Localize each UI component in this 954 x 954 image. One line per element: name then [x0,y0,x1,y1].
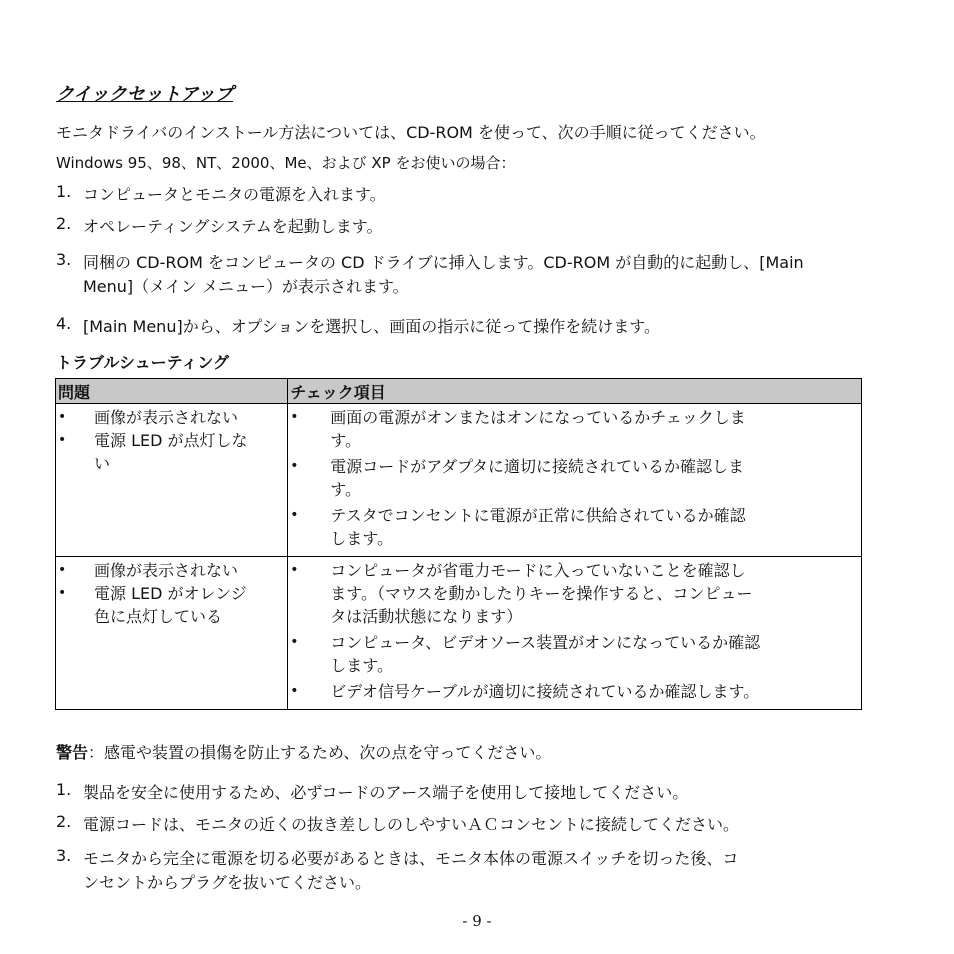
list-item [288,406,861,452]
check-cell [288,557,862,710]
check-list [288,559,861,703]
column-header-problem: 問題 [56,379,288,404]
setup-step-text: コンピュータとモニタの電源を入れます。 [83,185,386,204]
problem-list [56,559,287,628]
list-item [288,631,861,677]
warning-step-number: 3. [56,846,72,865]
problem-cell [56,404,288,557]
bullet-icon: • [58,562,67,578]
table-header-row [56,379,862,404]
list-item [56,406,287,429]
check-text: します。 [330,656,393,675]
problem-text: い [94,454,111,473]
check-text: します。 [330,529,393,548]
warning-step-text: モニタから完全に電源を切る必要があるときは、モニタ本体の電源スイッチを切った後、コ [83,849,739,868]
problem-text: 画像が表示されない [94,408,239,427]
check-text: 電源コードがアダプタに適切に接続されているか確認しま [330,457,745,476]
warning-label: 警告 [56,743,89,762]
bullet-icon: • [290,634,299,650]
setup-step-text: オペレーティングシステムを起動します。 [83,217,383,236]
check-text: ます。（マウスを動かしたりキーを操作すると、コンピュー [330,584,753,603]
warning-step-text: 電源コードは、モニタの近くの抜き差ししのしやすいＡＣコンセントに接続してください。 [83,815,740,834]
setup-step-text: [Main Menu]から、オプションを選択し、画面の指示に従って操作を続けます。 [83,317,660,336]
warning-step-number: 2. [56,812,72,831]
problem-list [56,406,287,475]
intro-text: モニタドライバのインストール方法については、CD-ROM を使って、次の手順に従ってください。 [56,123,766,142]
warning-step-text: ンセントからプラグを抜いてください。 [83,873,372,892]
warning-step-number: 1. [56,780,72,799]
bullet-icon: • [58,432,67,448]
check-list [288,406,861,550]
list-item [56,559,287,582]
check-text: す。 [330,480,361,499]
list-item [288,504,861,550]
table-row [56,404,862,557]
check-text: コンピュータ、ビデオソース装置がオンになっているか確認 [330,633,761,652]
setup-step-text: Menu]（メイン メニュー）が表示されます。 [83,277,409,296]
setup-step-number: 4. [56,314,72,333]
problem-cell [56,557,288,710]
bullet-icon: • [58,585,67,601]
troubleshooting-heading: トラブルシューティング [56,353,230,372]
setup-step-number: 2. [56,214,72,233]
problem-text: 電源 LED が点灯しな [94,431,248,450]
bullet-icon: • [290,507,299,523]
bullet-icon: • [290,683,299,699]
list-item [288,455,861,501]
table-row [56,557,862,710]
check-cell [288,404,862,557]
problem-text: 色に点灯している [94,607,223,626]
problem-text: 画像が表示されない [94,561,239,580]
column-header-check: チェック項目 [288,379,862,404]
page-title: クイックセットアップ [56,84,233,105]
check-text: テスタでコンセントに電源が正常に供給されているか確認 [330,506,746,525]
bullet-icon: • [290,409,299,425]
list-item [56,582,287,628]
os-line: Windows 95、98、NT、2000、Me、および XP をお使いの場合： [56,154,516,172]
list-item [288,559,861,628]
troubleshooting-table [55,378,862,710]
bullet-icon: • [290,458,299,474]
check-text: ビデオ信号ケーブルが適切に接続されているか確認します。 [330,682,760,701]
check-text: タは活動状態になります） [330,607,523,626]
setup-step-number: 3. [56,250,72,269]
warning-line [56,740,551,763]
check-text: 画面の電源がオンまたはオンになっているかチェックしま [330,408,746,427]
warning-step-text: 製品を安全に使用するため、必ずコードのアース端子を使用して接地してください。 [83,783,689,802]
page-number: - 9 - [462,912,492,930]
setup-step-text: 同梱の CD-ROM をコンピュータの CD ドライブに挿入します。CD-ROM が自動的に起動し、[Main [83,253,804,272]
bullet-icon: • [58,409,67,425]
list-item [56,429,287,475]
setup-step-number: 1. [56,182,72,201]
problem-text: 電源 LED がオレンジ [94,584,247,603]
bullet-icon: • [290,562,299,578]
check-text: コンピュータが省電力モードに入っていないことを確認し [330,561,746,580]
list-item [288,680,861,703]
warning-text: ：感電や装置の損傷を防止するため、次の点を守ってください。 [88,743,552,762]
check-text: す。 [330,431,361,450]
